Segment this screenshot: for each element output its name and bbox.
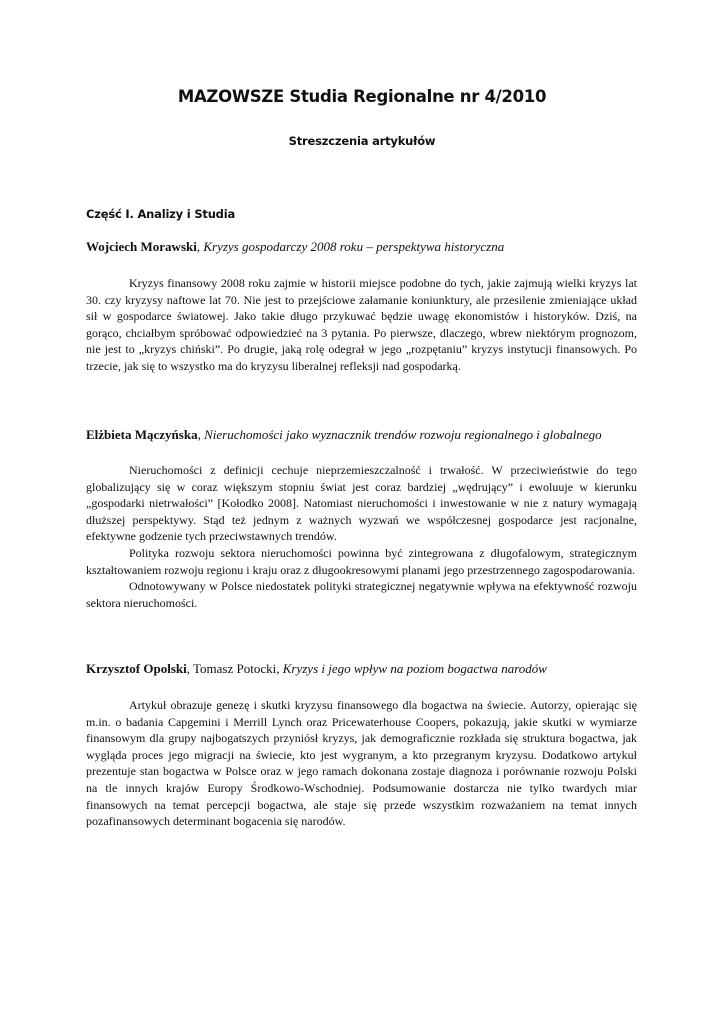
article-1-abstract — [86, 275, 637, 375]
article-3-paragraph: Artykuł obrazuje genezę i skutki kryzysu finansowego dla bogactwa na świecie. Autorzy, opierając się m.in. o badania Capgemini i Merrill Lynch oraz Pricewaterhouse Coopers, pokazują, jakie skutki w wymiarze finansowym dla grupy najbogatszych przyniósł kryzys, jak demograficznie rozkłada się struktura bogactwa, jak wygląda proces jego migracji na świecie, kto jest wygranym, a kto przegranym kryzysu. Dodatkowo artykuł prezentuje stan bogactwa w Polsce oraz w jego ramach dokonana zostaje diagnoza i porównanie rozwoju Polski na tle innych krajów Europy Środkowo-Wschodniej. Podsumowanie dostarcza nie tylko twardych miar finansowych na temat percepcji bogactwa, ale staje się przede wszystkim rozważaniem na temat innych pozafinansowych determinant bogacenia się narodów. — [86, 698, 637, 829]
journal-title: MAZOWSZE Studia Regionalne nr 4/2010 — [177, 87, 547, 106]
article-2-author: Elżbieta Mączyńska — [86, 427, 198, 442]
article-3-coauthor: , Tomasz Potocki — [186, 661, 277, 676]
article-3-author: Krzysztof Opolski — [86, 661, 187, 676]
article-1-separator: , — [196, 239, 204, 254]
article-3-heading — [86, 661, 646, 677]
article-1-paragraph: Kryzys finansowy 2008 roku zajmie w historii miejsce podobne do tych, jakie zajmują wielki kryzys lat 30. czy kryzysy naftowe lat 70. Nie jest to przejściowe załamanie koniunktury, ale przesilenie zmieniające układ sił w gospodarce światowej. Jako takie długo przykuwać będzie uwagę ekonomistów i historyków. Dziś, na gorąco, chciałbym spróbować odpowiedzieć na 3 pytania. Po pierwsze, dlaczego, wbrew niektórym prognozom, nie jest to „kryzys chiński”. Po drugie, jaką rolę odegrał w jego „rozpętaniu” kryzys instytucji finansowych. Po trzecie, jak się to wszystko ma do kryzysu liberalnej refleksji nad gospodarką. — [86, 276, 637, 373]
article-2-paragraph-3: Odnotowywany w Polsce niedostatek polityki strategicznej negatywnie wpływa na efektywność rozwoju sektora nieruchomości. — [86, 579, 637, 610]
article-1-title: Kryzys gospodarczy 2008 roku – perspektywa historyczna — [203, 239, 505, 254]
article-2-abstract — [86, 462, 637, 611]
article-1-heading — [86, 239, 646, 255]
article-2-separator: , — [197, 427, 205, 442]
article-3-abstract — [86, 697, 637, 830]
article-3-title: Kryzys i jego wpływ na poziom bogactwa narodów — [282, 661, 547, 676]
section-heading: Część I. Analizy i Studia — [86, 207, 236, 221]
article-2-title: Nieruchomości jako wyznacznik trendów rozwoju regionalnego i globalnego — [204, 427, 602, 442]
article-2-paragraph-2: Polityka rozwoju sektora nieruchomości powinna być zintegrowana z długofalowym, strategicznym kształtowaniem rozwoju regionu i kraju oraz z długookresowymi planami jego przestrzennego zagospodarowania. — [86, 545, 637, 577]
article-2-heading — [86, 427, 646, 443]
article-1-author: Wojciech Morawski — [86, 239, 197, 254]
abstracts-subtitle: Streszczenia artykułów — [288, 134, 436, 148]
article-2-paragraph-1: Nieruchomości z definicji cechuje nieprzemieszczalność i trwałość. W przeciwieństwie do tego globalizujący się w coraz większym stopniu świat jest coraz bardziej „wędrujący” i ewoluuje w kierunku „gospodarki nietrwałości” [Kołodko 2008]. Natomiast nieruchomości i inwestowanie w nie z natury wymagają dłuższej perspektywy. Stąd też jednym z ważnych wyzwań we współczesnej gospodarce jest racjonalne, efektywne godzenie tych przeciwstawnych trendów. — [86, 463, 637, 544]
article-3-separator: , — [276, 661, 283, 676]
